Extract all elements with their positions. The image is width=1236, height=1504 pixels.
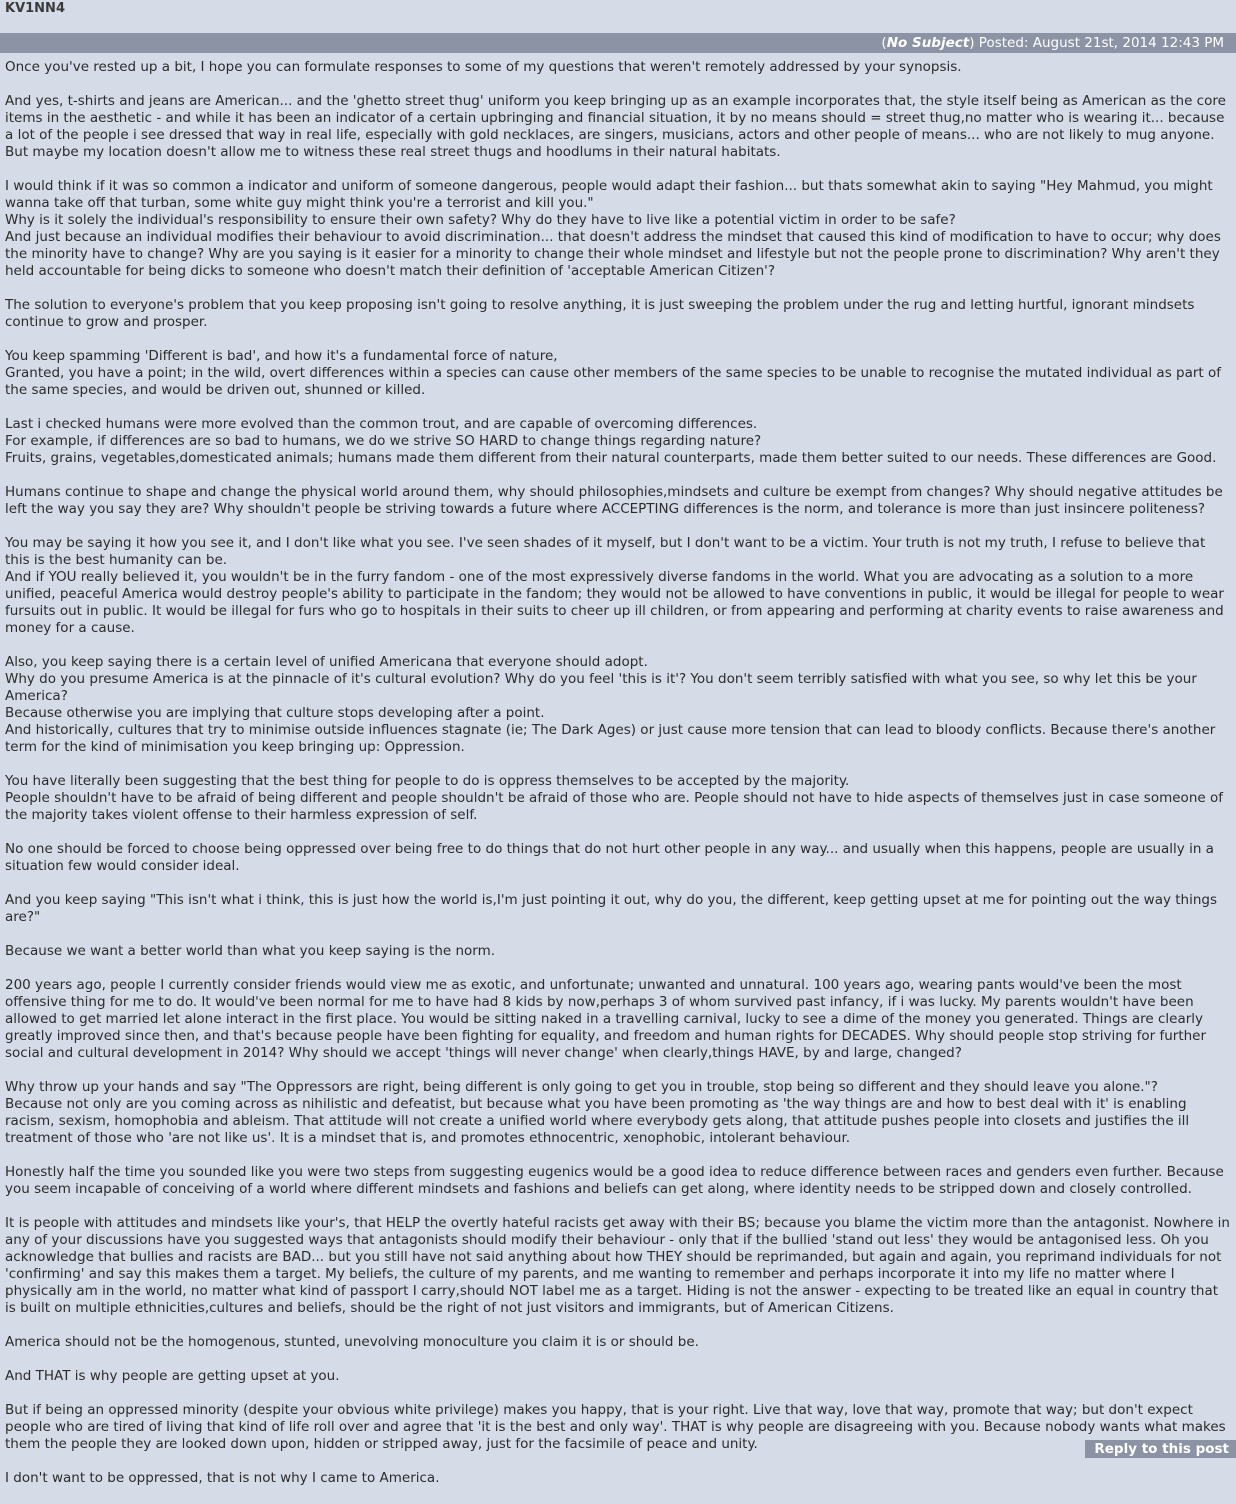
post-header-bar bbox=[0, 33, 1236, 53]
post-paragraph: I don't want to be oppressed, that is not why I came to America. bbox=[5, 1470, 440, 1486]
post-paragraph: You may be saying it how you see it, and I don't like what you see. I've seen shades of it myself, but I don't want to be a victim. Your truth is not my truth, I refuse to believe that this is the best humanity can be. And if YOU really believed it, you wouldn't be in the furry fandom - one of the most expressively diverse fandoms in the world. What you are advocating as a solution to a more unified, peaceful America would destroy people's ability to participate in the fandom; they would not be allowed to have conventions in public, it would be illegal for people to wear fursuits out in public. It would be illegal for furs who go to hospitals in their suits to cheer up ill children, or from appearing and performing at charity events to raise awareness and money for a cause. bbox=[5, 535, 1224, 636]
post-paragraph: And you keep saying "This isn't what i think, this is just how the world is,I'm just pointing it out, why do you, the different, keep getting upset at me for pointing out the way things are?" bbox=[5, 892, 1218, 925]
reply-to-post-button[interactable]: Reply to this post bbox=[1085, 1440, 1236, 1458]
post-paragraph: It is people with attitudes and mindsets like your's, that HELP the overtly hateful racists get away with their BS; because you blame the victim more than the antagonist. Nowhere in any of your discussions have you suggested ways that antagonists should modify their behaviour - only that if the bullied 'stand out less' they would be antagonised less. Oh you acknowledge that bullies and racists are BAD... but you still have not said anything about how THEY should be reprimanded, but again and again, you reprimand individuals for not 'confirming' and say this makes them a target. My beliefs, the culture of my parents, and me wanting to remember and perhaps incorporate it into my life no matter where I physically am in the world, no matter what kind of passport I carry,should NOT label me as a target. Hiding is not the answer - expecting to be treated like an equal in country that is built on multiple ethnicities,cultures and beliefs, should be the right of not just visitors and immigrants, but of American Citizens. bbox=[5, 1215, 1230, 1316]
post-paragraph: Because we want a better world than what you keep saying is the norm. bbox=[5, 943, 496, 959]
post-paragraph: And yes, t-shirts and jeans are American... and the 'ghetto street thug' uniform you keep bringing up as an example incorporates that, the style itself being as American as the core items in the aesthetic - and while it has been an indicator of a certain upbringing and financial situation, it by no means should = street thug,no matter who is wearing it... because a lot of the people i see dressed that way in real life, especially with gold necklaces, are singers, musicians, actors and other people of means... who are not likely to mug anyone. But maybe my location doesn't allow me to witness these real street thugs and hoodlums in their natural habitats. bbox=[5, 93, 1226, 160]
post-paragraph: And THAT is why people are getting upset at you. bbox=[5, 1368, 340, 1384]
post-paragraph: You keep spamming 'Different is bad', and how it's a fundamental force of nature, Granted, you have a point; in the wild, overt differences within a species can cause other members of the same species to be unable to recognise the mutated individual as part of the same species, and would be driven out, shunned or killed. bbox=[5, 348, 1222, 398]
post-paragraph: You have literally been suggesting that the best thing for people to do is oppress themselves to be accepted by the majority. People shouldn't have to be afraid of being different and people shouldn't be afraid of those who are. People should not have to hide aspects of themselves just in case someone of the majority takes violent offense to their harmless expression of self. bbox=[5, 773, 1223, 823]
post-paragraph: I would think if it was so common a indicator and uniform of someone dangerous, people would adapt their fashion... but thats somewhat akin to saying "Hey Mahmud, you might wanna take off that turban, some white guy might think you're a terrorist and kill you." Why is it solely the individual's responsibility to ensure their own safety? Why do they have to live like a potential victim in order to be safe? And just because an individual modifies their behaviour to avoid discrimination... that doesn't address the mindset that caused this kind of modification to have to occur; why does the minority have to change? Why are you saying is it easier for a minority to change their whole mindset and lifestyle but not the people prone to discrimination? Why aren't they held accountable for being dicks to someone who doesn't match their definition of 'acceptable American Citizen'? bbox=[5, 178, 1221, 279]
post-paragraph: America should not be the homogenous, stunted, unevolving monoculture you claim it is or should be. bbox=[5, 1334, 699, 1350]
post-body bbox=[5, 59, 1231, 1504]
post-paragraph: 200 years ago, people I currently consider friends would view me as exotic, and unfortunate; unwanted and unnatural. 100 years ago, wearing pants would've been the most offensive thing for me to do. It would've been normal for me to have had 8 kids by now,perhaps 3 of whom survived past infancy, if i was lucky. My parents wouldn't have been allowed to get married let alone interact in the first place. You would be sitting naked in a travelling carnival, lucky to see a dime of the money you generated. Things are clearly greatly improved since then, and that's because people have been fighting for equality, and freedom and human rights for DECADES. Why should people stop striving for further social and cultural development in 2014? Why should we accept 'things will never change' when clearly,things HAVE, by and large, changed? bbox=[5, 977, 1207, 1061]
post-timestamp: Posted: August 21st, 2014 12:43 PM bbox=[978, 35, 1224, 51]
post-paragraph: No one should be forced to choose being oppressed over being free to do things that do not hurt other people in any way... and usually when this happens, people are usually in a situation few would consider ideal. bbox=[5, 841, 1214, 874]
post-paragraph: Why throw up your hands and say "The Oppressors are right, being different is only going to get you in trouble, stop being so different and they should leave you alone."? Because not only are you coming across as nihilistic and defeatist, but because what you have been promoting as 'the way things are and how to best deal with it' is enabling racism, sexism, homophobia and ableism. That attitude will not create a unified world where everybody gets along, that attitude pushes people into closets and justifies the ill treatment of those who 'are not like us'. It is a mindset that is, and promotes ethnocentric, xenophobic, intolerant behaviour. bbox=[5, 1079, 1190, 1146]
post-paragraph: Humans continue to shape and change the physical world around them, why should philosophies,mindsets and culture be exempt from changes? Why should negative attitudes be left the way you say they are? Why shouldn't people be striving towards a future where ACCEPTING differences is the norm, and tolerance is more than just insincere politeness? bbox=[5, 484, 1223, 517]
post-author-username: KV1NN4 bbox=[5, 1, 65, 16]
post-paragraph: Also, you keep saying there is a certain level of unified Americana that everyone should adopt. Why do you presume America is at the pinnacle of it's cultural evolution? Why do you feel 'this is it'? You don't seem terribly satisfied with what you see, so why let this be your America? Because otherwise you are implying that culture stops developing after a point. And historically, cultures that try to minimise outside influences stagnate (ie; The Dark Ages) or just cause more tension that can lead to bloody conflicts. Because there's another term for the kind of minimisation you keep bringing up: Oppression. bbox=[5, 654, 1216, 755]
paren-close: ) bbox=[969, 35, 979, 51]
post-subject: No Subject bbox=[886, 35, 970, 51]
post-paragraph: Last i checked humans were more evolved than the common trout, and are capable of overcoming differences. For example, if differences are so bad to humans, we do we strive SO HARD to change things regarding nature? Fruits, grains, vegetables,domesticated animals; humans made them different from their natural counterparts, made them better suited to our needs. These differences are Good. bbox=[5, 416, 1217, 466]
post-paragraph: But if being an oppressed minority (despite your obvious white privilege) makes you happy, that is your right. Live that way, love that way, promote that way; but don't expect people who are tired of living that kind of life roll over and agree that 'it is the best and only way'. THAT is why people are disagreeing with you. Because nobody wants what makes them the people they are looked down upon, hidden or stripped away, just for the facsimile of peace and unity. bbox=[5, 1402, 1226, 1452]
post-paragraph: Honestly half the time you sounded like you were two steps from suggesting eugenics would be a good idea to reduce difference between races and genders even further. Because you seem incapable of conceiving of a world where different mindsets and fashions and beliefs can get along, where identity needs to be stripped down and closely controlled. bbox=[5, 1164, 1224, 1197]
post-paragraph: Once you've rested up a bit, I hope you can formulate responses to some of my questions that weren't remotely addressed by your synopsis. bbox=[5, 59, 962, 75]
post-paragraph: The solution to everyone's problem that you keep proposing isn't going to resolve anything, it is just sweeping the problem under the rug and letting hurtful, ignorant mindsets continue to grow and prosper. bbox=[5, 297, 1195, 330]
paren-open: ( bbox=[881, 35, 887, 51]
